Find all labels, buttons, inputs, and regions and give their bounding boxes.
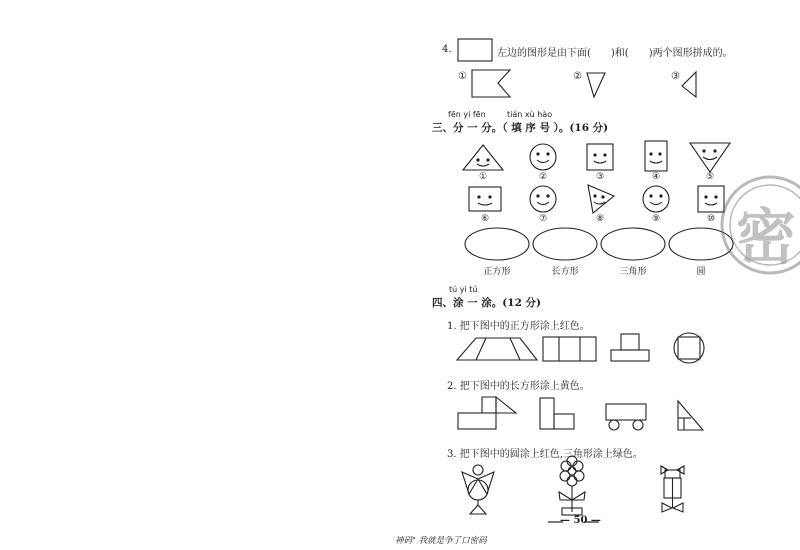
oval-square bbox=[465, 228, 529, 260]
shape-number-6: ⑥ bbox=[480, 214, 490, 224]
figure-square-in-circle bbox=[674, 333, 704, 363]
shape-number-1: ① bbox=[478, 172, 488, 182]
section3-pinyin-b: tián xù hào bbox=[507, 110, 553, 119]
figure-right-triangle bbox=[678, 401, 703, 430]
category-rectangle: 长方形 bbox=[551, 267, 579, 277]
shape5-triangle-down bbox=[690, 143, 730, 172]
shape-number-2: ② bbox=[538, 172, 548, 182]
section3-pinyin-a: fēn yi fēn bbox=[448, 110, 486, 119]
shape-number-7: ⑦ bbox=[538, 214, 548, 224]
shape8-triangle bbox=[588, 185, 614, 213]
figure-base-block bbox=[611, 334, 649, 361]
oval-rectangle bbox=[533, 228, 597, 260]
figure-rect-split bbox=[543, 337, 596, 361]
shape-number-3: ③ bbox=[595, 172, 605, 182]
figure-bird-person bbox=[462, 465, 494, 514]
shape4-rectangle bbox=[645, 141, 667, 171]
section4-title: 四、涂 一 涂。(12 分) bbox=[432, 297, 542, 309]
shape2-circle bbox=[530, 144, 556, 170]
category-triangle: 三角形 bbox=[619, 267, 647, 277]
oval-triangle bbox=[601, 228, 665, 260]
shape9-circle bbox=[643, 186, 669, 212]
q4-number: 4. bbox=[442, 44, 452, 55]
shape3-square bbox=[587, 144, 613, 170]
q4-option3-triangle bbox=[682, 72, 696, 97]
section3-title: 三、分 一 分。（ 填 序 号 ）。(16 分) bbox=[432, 122, 609, 134]
q4-option2-triangle bbox=[587, 73, 605, 97]
section4-item-2: 2. 把下图中的长方形涂上黄色。 bbox=[447, 381, 590, 392]
shape7-circle bbox=[530, 186, 556, 212]
shape-number-8: ⑧ bbox=[595, 214, 605, 224]
q4-option-3-label: ③ bbox=[671, 71, 680, 82]
q4-option1-flag bbox=[472, 70, 510, 97]
stamp-char: 密 bbox=[736, 203, 796, 273]
figure-trapezoid bbox=[457, 338, 537, 360]
category-circle: 圆 bbox=[696, 267, 706, 277]
q4-composite-rect bbox=[458, 39, 492, 61]
q4-option-1-label: ① bbox=[458, 71, 467, 82]
footer-text: 神码" 我就是争了口密码 bbox=[395, 536, 487, 546]
shape10-square bbox=[698, 186, 724, 212]
figure-robot bbox=[661, 466, 684, 512]
section4-item-1: 1. 把下图中的正方形涂上红色。 bbox=[447, 321, 590, 332]
shape6-rectangle bbox=[469, 187, 501, 211]
figure-cart bbox=[606, 404, 646, 430]
q4-option-2-label: ② bbox=[573, 71, 582, 82]
page-number: — 50 — bbox=[560, 515, 601, 526]
figure-l-blocks bbox=[540, 398, 574, 429]
shape-number-4: ④ bbox=[651, 172, 661, 182]
category-square: 正方形 bbox=[483, 267, 511, 277]
figure-book bbox=[458, 397, 516, 429]
shape-number-5: ⑤ bbox=[705, 172, 715, 182]
section4-pinyin: tú yi tú bbox=[449, 285, 478, 294]
figure-flower bbox=[559, 456, 585, 515]
section4-item-3: 3. 把下图中的圆涂上红色,三角形涂上绿色。 bbox=[447, 449, 643, 460]
shape-number-9: ⑨ bbox=[651, 214, 661, 224]
q4-question: 左边的图形是由下面( )和( )两个图形拼成的。 bbox=[497, 48, 733, 59]
shape-number-10: ⑩ bbox=[706, 214, 716, 224]
